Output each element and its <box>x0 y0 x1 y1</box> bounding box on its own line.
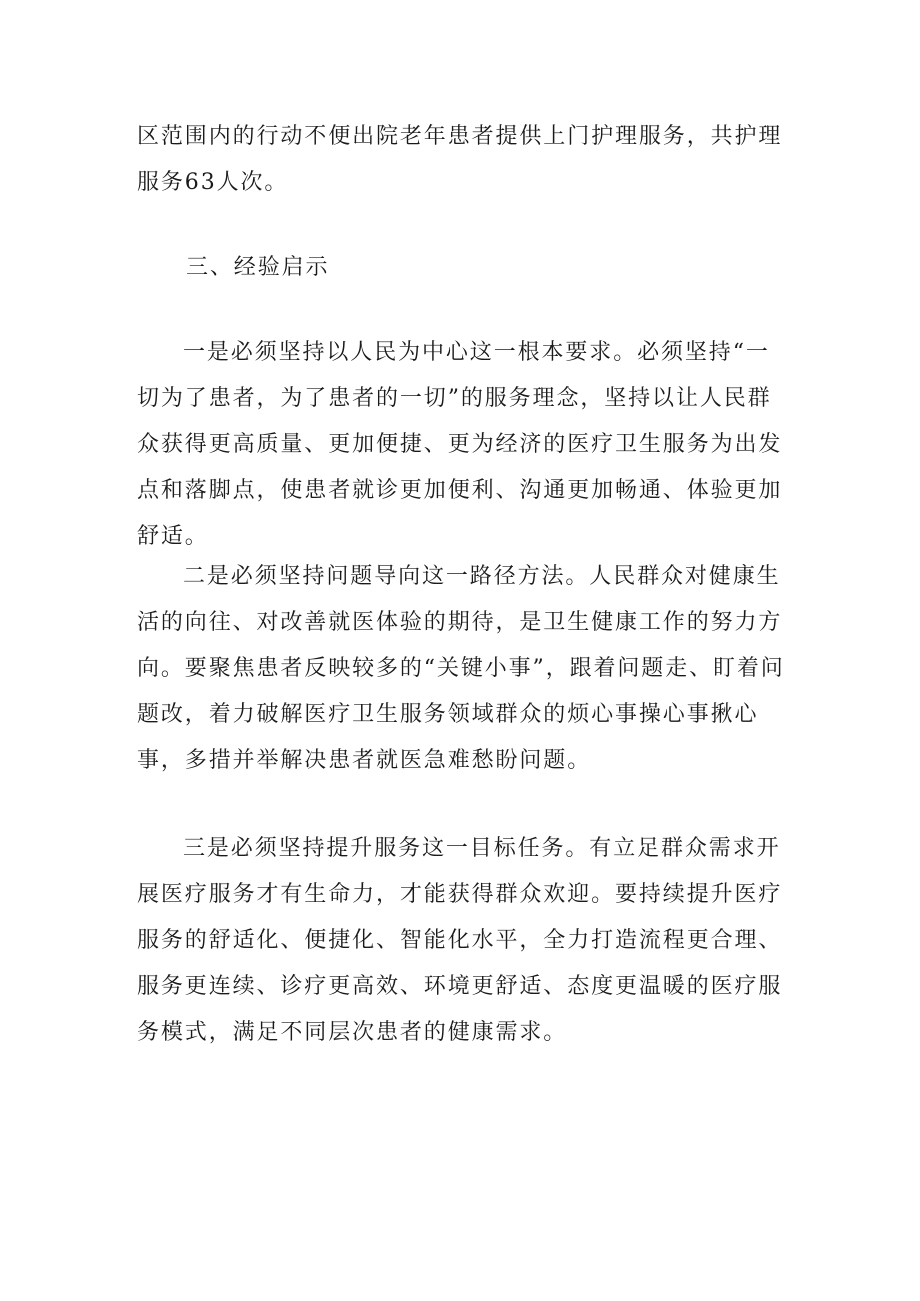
section-heading: 三、经验启示 <box>186 255 330 280</box>
paragraph-3: 三是必须坚持提升服务这一目标任务。有立足群众需求开展医疗服务才有生命力，才能获得群众欢迎。要持续提升医疗服务的舒适化、便捷化、智能化水平，全力打造流程更合理、服务更连续、诊疗更高效、环境更舒适、态度更温暖的医疗服务模式，满足不同层次患者的健康需求。 <box>137 836 783 1045</box>
paragraph-1: 一是必须坚持以人民为中心这一根本要求。必须坚持“一切为了患者，为了患者的一切”的服务理念，坚持以让人民群众获得更高质量、更加便捷、更为经济的医疗卫生服务为出发点和落脚点，使患者就诊更加便利、沟通更加畅通、体验更加舒适。 <box>137 340 783 549</box>
paragraph-2: 二是必须坚持问题导向这一路径方法。人民群众对健康生活的向往、对改善就医体验的期待，是卫生健康工作的努力方向。要聚焦患者反映较多的“关键小事”，跟着问题走、盯着问题改，着力破解医疗卫生服务领域群众的烦心事操心事揪心事，多措并举解决患者就医急难愁盼问题。 <box>137 564 785 773</box>
intro-paragraph: 区范围内的行动不便出院老年患者提供上门护理服务，共护理服务63人次。 <box>137 124 783 195</box>
